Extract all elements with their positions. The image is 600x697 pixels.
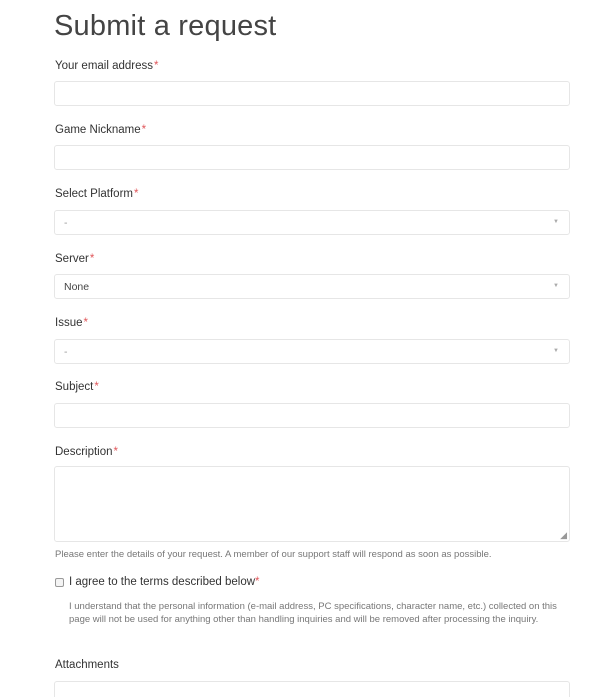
required-marker: * bbox=[113, 446, 119, 458]
issue-selected-value: - bbox=[64, 346, 68, 358]
attachments-dropzone[interactable] bbox=[54, 681, 570, 697]
server-selected-value: None bbox=[64, 281, 90, 293]
server-label: Server* bbox=[55, 253, 95, 265]
server-select[interactable] bbox=[54, 274, 570, 299]
required-marker: * bbox=[141, 124, 147, 136]
chevron-down-icon: ▼ bbox=[553, 348, 559, 354]
chevron-down-icon: ▼ bbox=[553, 219, 559, 225]
subject-label: Subject* bbox=[55, 381, 99, 393]
required-marker: * bbox=[94, 381, 99, 393]
required-marker: * bbox=[255, 576, 260, 588]
required-marker: * bbox=[133, 188, 139, 200]
required-marker: * bbox=[154, 60, 159, 72]
platform-label: Select Platform* bbox=[55, 188, 139, 200]
agree-label: I agree to the terms described below* bbox=[69, 576, 260, 588]
nickname-field[interactable] bbox=[54, 145, 570, 170]
chevron-down-icon: ▼ bbox=[553, 283, 559, 289]
required-marker: * bbox=[89, 253, 95, 265]
issue-label: Issue* bbox=[55, 317, 88, 329]
platform-selected-value: - bbox=[64, 217, 68, 229]
terms-text: I understand that the personal information (e-mail address, PC specifications, character name, etc.) collected on this page will not be used for anything other than handling inquiries and will be removed after processing the inquiry. bbox=[69, 601, 557, 625]
agree-checkbox[interactable] bbox=[55, 578, 64, 587]
attachments-label: Attachments bbox=[55, 659, 119, 671]
platform-select[interactable] bbox=[54, 210, 570, 235]
email-field[interactable] bbox=[54, 81, 570, 106]
description-hint: Please enter the details of your request. A member of our support staff will respond as soon as possible. bbox=[55, 549, 492, 560]
page-title: Submit a request bbox=[54, 10, 277, 42]
description-label: Description* bbox=[55, 446, 119, 458]
email-label: Your email address* bbox=[55, 60, 159, 72]
subject-field[interactable] bbox=[54, 403, 570, 428]
nickname-label: Game Nickname* bbox=[55, 124, 147, 136]
required-marker: * bbox=[83, 317, 88, 329]
issue-select[interactable] bbox=[54, 339, 570, 364]
description-textarea[interactable] bbox=[54, 466, 570, 542]
resize-handle-icon[interactable]: ◢ bbox=[560, 530, 567, 540]
